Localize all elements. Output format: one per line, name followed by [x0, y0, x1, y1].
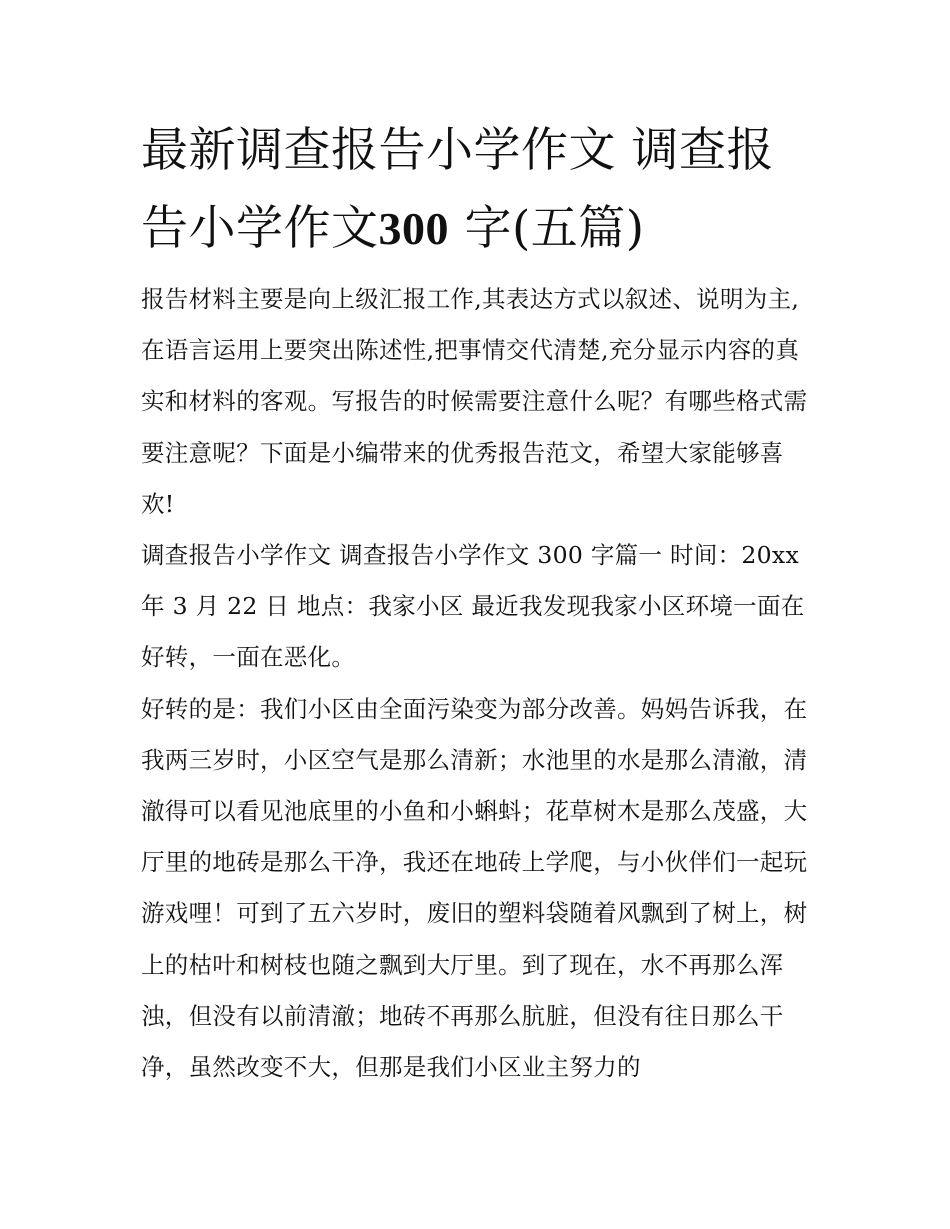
paragraph-improvement: 好转的是：我们小区由全面污染变为部分改善。妈妈告诉我，在我两三岁时，小区空气是那么清新；水池里的水是那么清澈，清澈得可以看见池底里的小鱼和小蝌蚪；花草树木是那么茂盛，大厅里的地砖是那么干净，我还在地砖上学爬，与小伙伴们一起玩游戏哩！可到了五六岁时，废旧的塑料袋随着风飘到了树上，树上的枯叶和树枝也随之飘到大厅里。到了现在，水不再那么浑浊，但没有以前清澈；地砖不再那么肮脏，但没有往日那么干净，虽然改变不大，但那是我们小区业主努力的: [141, 694, 808, 1082]
title-number: 300: [378, 203, 449, 254]
document-title: [141, 112, 813, 268]
document-body: [141, 274, 813, 1093]
title-text-part1: 最新调查报告小学作文 调查报告小学作文: [141, 123, 774, 256]
document-content: [141, 112, 813, 1093]
title-text-part2: 字(五篇): [449, 201, 645, 256]
paragraph-essay-header: 调查报告小学作文 调查报告小学作文 300 字篇一 时间：20xx 年 3 月 22 日 地点：我家小区 最近我发现我家小区环境一面在好转，一面在恶化。: [141, 541, 805, 672]
paragraph-intro: 报告材料主要是向上级汇报工作,其表达方式以叙述、说明为主,在语言运用上要突出陈述性,把事情交代清楚,充分显示内容的真实和材料的客观。写报告的时候需要注意什么呢？有哪些格式需要注意呢？下面是小编带来的优秀报告范文，希望大家能够喜欢!: [141, 285, 808, 518]
